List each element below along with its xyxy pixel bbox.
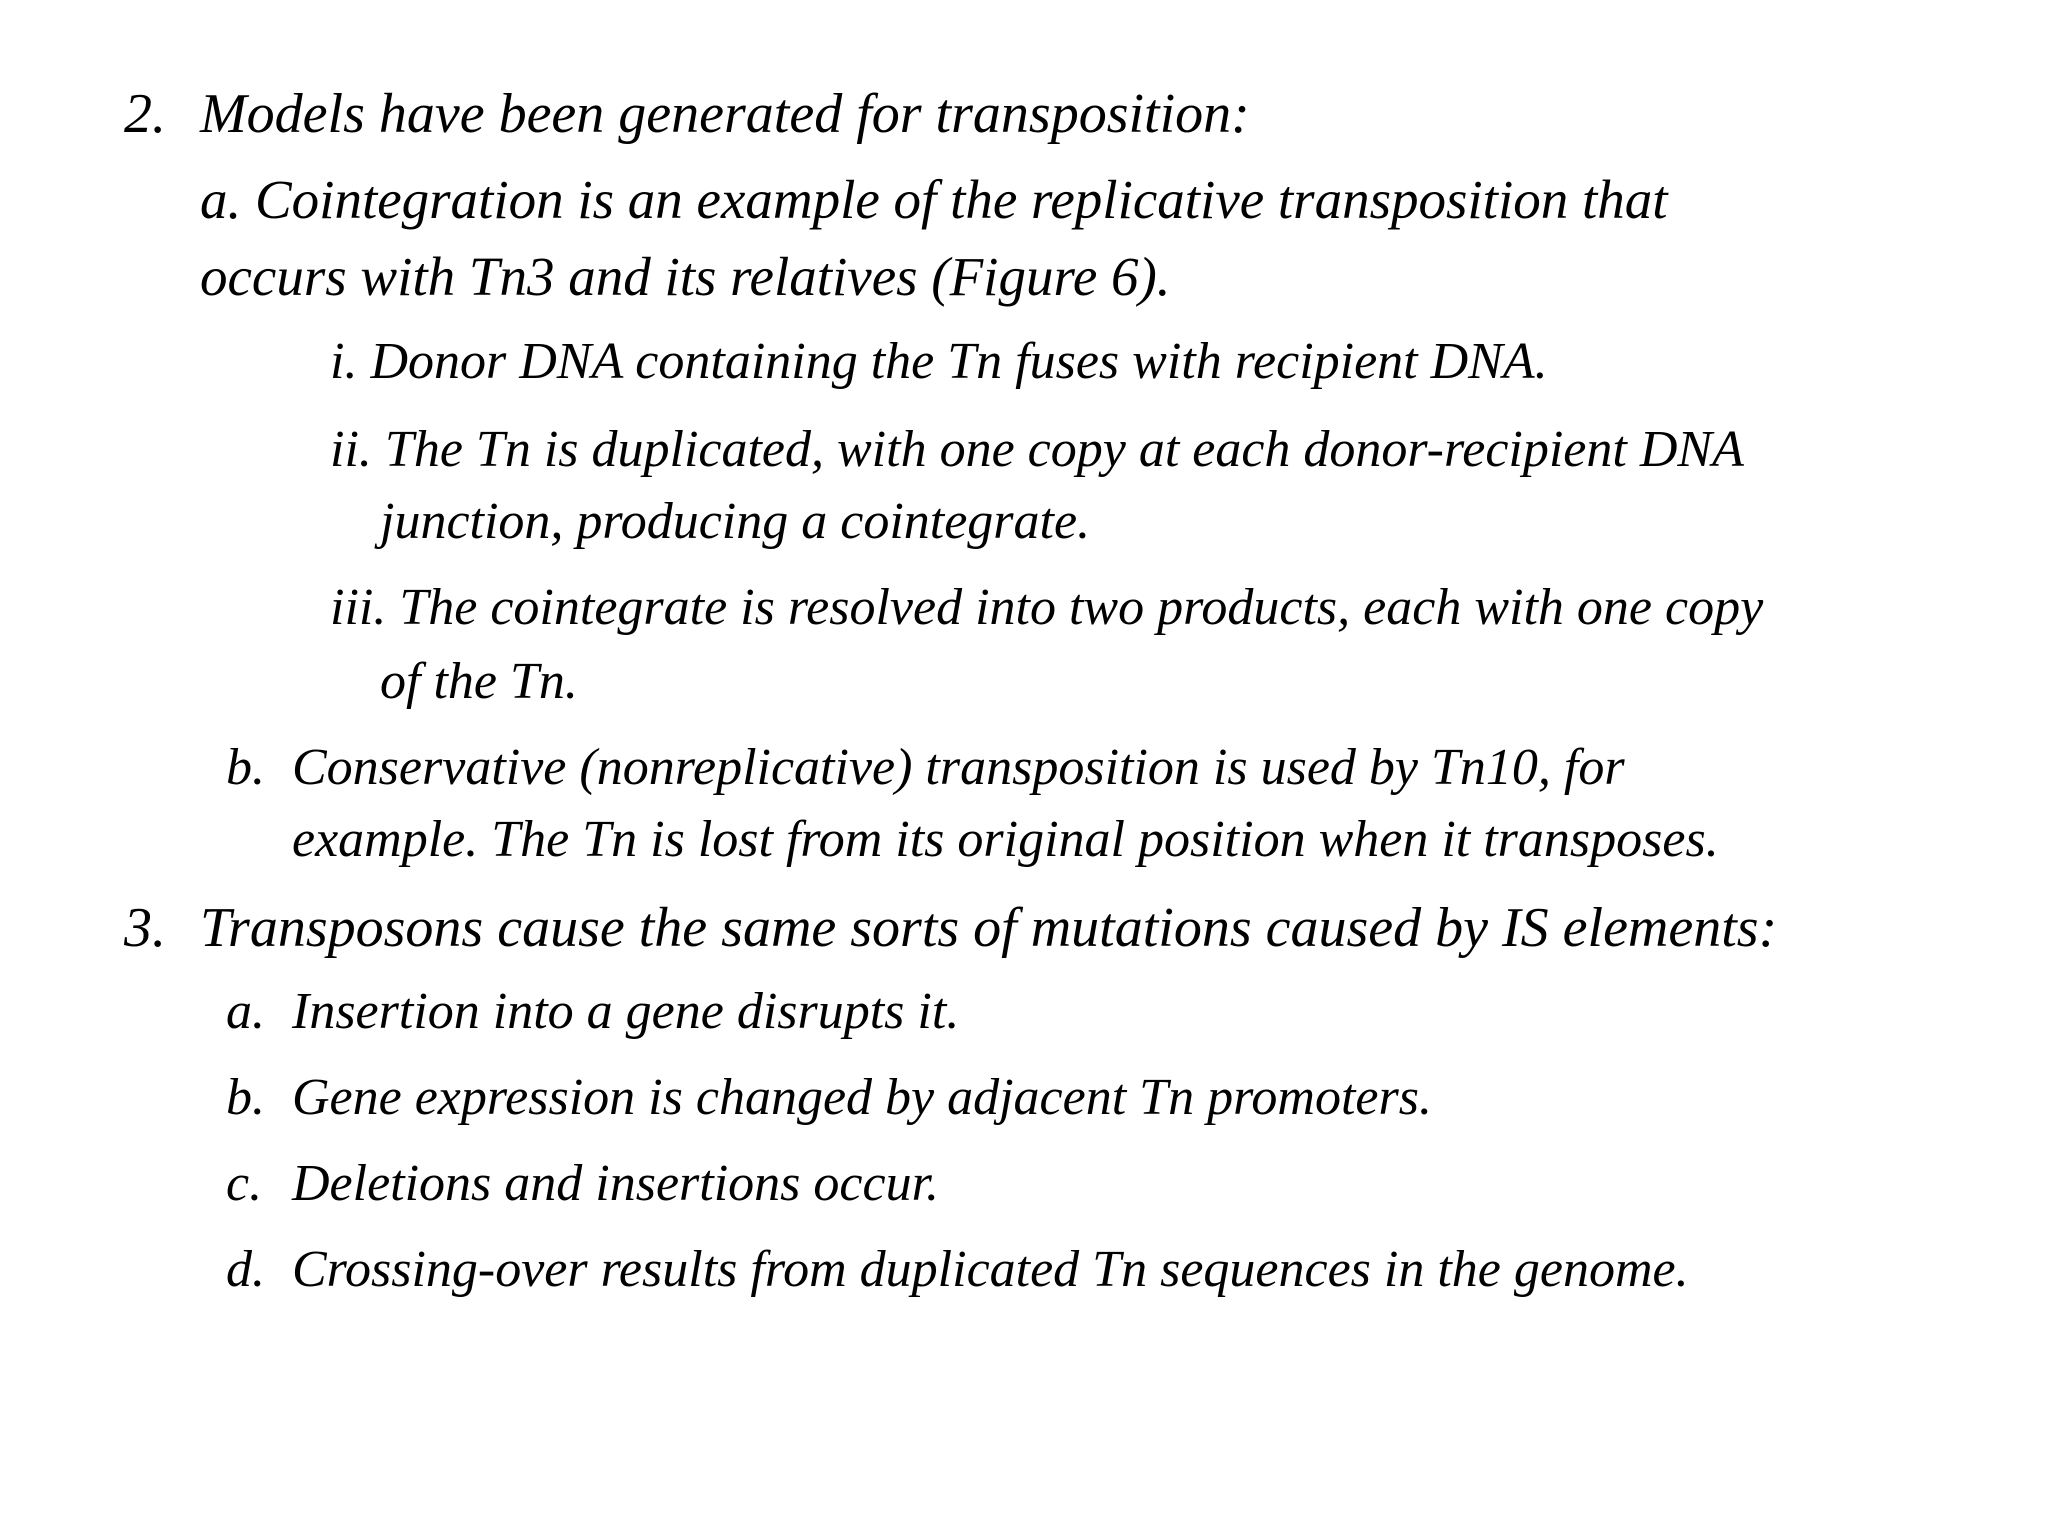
item-2a-ii-line-1: ii. The Tn is duplicated, with one copy at each donor-recipient DNA — [330, 421, 1744, 478]
item-3b-marker: b. — [226, 1069, 265, 1126]
item-3d-marker: d. — [226, 1241, 265, 1298]
item-2a-line-1: a. Cointegration is an example of the replicative transposition that — [200, 169, 1668, 230]
item-3d-text: Crossing-over results from duplicated Tn sequences in the genome. — [292, 1241, 1689, 1298]
item-3-text: Transposons cause the same sorts of mutations caused by IS elements: — [200, 897, 1778, 959]
item-2a-iii-line-2: of the Tn. — [380, 653, 578, 710]
item-2b-line-2: example. The Tn is lost from its original position when it transposes. — [292, 811, 1719, 868]
item-2a-iii-line-1: iii. The cointegrate is resolved into two products, each with one copy — [330, 579, 1764, 636]
item-3a-text: Insertion into a gene disrupts it. — [292, 983, 960, 1040]
item-2b-marker: b. — [226, 739, 265, 796]
item-2-text: Models have been generated for transposition: — [200, 83, 1250, 145]
item-2a-i: i. Donor DNA containing the Tn fuses with recipient DNA. — [330, 333, 1548, 390]
item-2b-line-1: Conservative (nonreplicative) transposition is used by Tn10, for — [292, 739, 1625, 796]
item-3c-marker: c. — [226, 1155, 263, 1212]
item-3a-marker: a. — [226, 983, 265, 1040]
item-3b-text: Gene expression is changed by adjacent Tn promoters. — [292, 1069, 1432, 1126]
item-3c-text: Deletions and insertions occur. — [292, 1155, 940, 1212]
item-2-number: 2. — [124, 83, 166, 145]
item-2a-line-2: occurs with Tn3 and its relatives (Figure 6). — [200, 246, 1171, 307]
item-2a-ii-line-2: junction, producing a cointegrate. — [380, 493, 1091, 550]
item-3-number: 3. — [124, 897, 166, 959]
